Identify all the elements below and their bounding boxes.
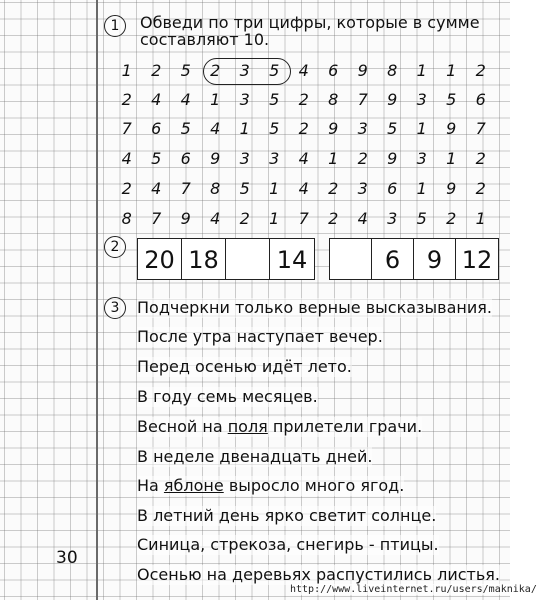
task-1-instruction	[140, 14, 500, 48]
digit-row	[112, 89, 496, 111]
digit: 3	[269, 149, 280, 168]
digit: 7	[475, 119, 486, 138]
digit: 5	[416, 209, 427, 228]
digit: 7	[121, 119, 132, 138]
digit: 8	[121, 209, 132, 228]
box-cell: 12	[461, 246, 493, 274]
digit: 4	[210, 209, 221, 228]
digit: 2	[475, 179, 486, 198]
digit-row	[112, 60, 496, 82]
digit: 9	[357, 61, 368, 80]
task-3-heading: Подчеркни только верные высказывания.	[137, 298, 492, 317]
digit: 3	[239, 149, 250, 168]
digit: 5	[269, 119, 280, 138]
digit: 3	[357, 119, 368, 138]
task-1-number: 1	[104, 15, 126, 37]
statement-4-underlined: поля	[227, 417, 268, 436]
box-cell	[330, 239, 372, 279]
digit: 4	[298, 179, 309, 198]
digit: 1	[446, 61, 457, 80]
statement-2: Перед осенью идёт лето.	[137, 357, 352, 376]
digit: 2	[121, 179, 132, 198]
digit: 1	[446, 149, 457, 168]
digit: 2	[210, 61, 221, 80]
statement-6-underlined: яблоне	[163, 476, 224, 495]
digit: 9	[446, 119, 457, 138]
digit: 9	[180, 209, 191, 228]
statement-5: В неделе двенадцать дней.	[137, 447, 373, 466]
digit-row	[112, 178, 496, 200]
digit: 1	[269, 209, 280, 228]
digit: 1	[416, 61, 427, 80]
digit: 2	[328, 209, 339, 228]
task-1-line-1: Обведи по три цифры, которые в сумме	[140, 13, 480, 32]
digit: 6	[180, 149, 191, 168]
digit: 1	[210, 90, 221, 109]
statement-6-part: На	[137, 476, 164, 495]
digit: 2	[475, 149, 486, 168]
digit: 1	[416, 119, 427, 138]
circled-digits-oval	[203, 58, 291, 85]
digit: 5	[239, 179, 250, 198]
digit: 4	[180, 90, 191, 109]
statement-7: В летний день ярко светит солнце.	[137, 506, 437, 525]
digit: 3	[357, 179, 368, 198]
box-cell: 18	[182, 239, 226, 279]
statement-8: Синица, стрекоза, снегирь - птицы.	[137, 535, 439, 554]
digit: 3	[416, 90, 427, 109]
box-cell	[226, 239, 270, 279]
digit: 4	[151, 90, 162, 109]
digit: 1	[475, 209, 486, 228]
digit: 4	[298, 149, 309, 168]
digit: 4	[298, 61, 309, 80]
digit: 8	[387, 61, 398, 80]
digit: 2	[328, 179, 339, 198]
digit: 6	[328, 61, 339, 80]
box-cell: 20	[138, 239, 182, 279]
digit: 2	[151, 61, 162, 80]
digit: 8	[210, 179, 221, 198]
digit: 5	[269, 90, 280, 109]
digit: 5	[180, 61, 191, 80]
page-number: 30	[56, 548, 78, 568]
statement-6-part: выросло много ягод.	[223, 476, 405, 495]
digit: 2	[298, 90, 309, 109]
digit: 3	[416, 149, 427, 168]
digit: 9	[446, 179, 457, 198]
digit: 6	[475, 90, 486, 109]
box-cell: 9	[414, 239, 456, 279]
digit: 1	[416, 179, 427, 198]
digit: 2	[121, 90, 132, 109]
task-2-number: 2	[104, 236, 126, 258]
box-cell: 6	[372, 239, 414, 279]
statement-4-part: Весной на	[137, 417, 228, 436]
digit: 5	[387, 119, 398, 138]
digit: 7	[180, 179, 191, 198]
digit: 2	[475, 61, 486, 80]
digit: 2	[239, 209, 250, 228]
digit: 4	[121, 149, 132, 168]
statement-4-part: прилетели грачи.	[267, 417, 423, 436]
digit: 7	[151, 209, 162, 228]
digit: 2	[357, 149, 368, 168]
digit: 1	[239, 119, 250, 138]
statement-4	[137, 417, 422, 437]
statement-6	[137, 476, 404, 496]
margin-line	[96, 0, 98, 600]
digit: 1	[269, 179, 280, 198]
digit: 3	[239, 61, 250, 80]
statement-9: Осенью на деревьях распустились листья.	[137, 565, 500, 584]
digit-row	[112, 148, 496, 170]
digit: 2	[298, 119, 309, 138]
digit: 8	[328, 90, 339, 109]
task-1-line-2: составляют 10.	[140, 30, 270, 49]
number-box-right	[329, 238, 499, 280]
digit: 9	[387, 90, 398, 109]
digit: 1	[328, 149, 339, 168]
digit: 4	[210, 119, 221, 138]
watermark-url: http://www.liveinternet.ru/users/maknika/	[290, 584, 537, 595]
digit: 3	[387, 209, 398, 228]
task-3-number: 3	[104, 297, 126, 319]
digit: 3	[239, 90, 250, 109]
digit: 5	[180, 119, 191, 138]
digit: 1	[121, 61, 132, 80]
digit: 7	[357, 90, 368, 109]
digit: 9	[210, 149, 221, 168]
digit-row	[112, 208, 496, 230]
digit: 4	[357, 209, 368, 228]
statement-3: В году семь месяцев.	[137, 387, 318, 406]
digit: 4	[151, 179, 162, 198]
digit: 9	[387, 149, 398, 168]
digit: 7	[298, 209, 309, 228]
number-box-left	[137, 238, 315, 280]
digit: 6	[151, 119, 162, 138]
digit: 2	[446, 209, 457, 228]
digit: 9	[328, 119, 339, 138]
digit: 5	[446, 90, 457, 109]
statement-1: После утра наступает вечер.	[137, 327, 383, 346]
digit: 5	[151, 149, 162, 168]
digit: 6	[387, 179, 398, 198]
box-cell: 14	[276, 246, 308, 274]
digit-row	[112, 118, 496, 140]
digit: 5	[269, 61, 280, 80]
